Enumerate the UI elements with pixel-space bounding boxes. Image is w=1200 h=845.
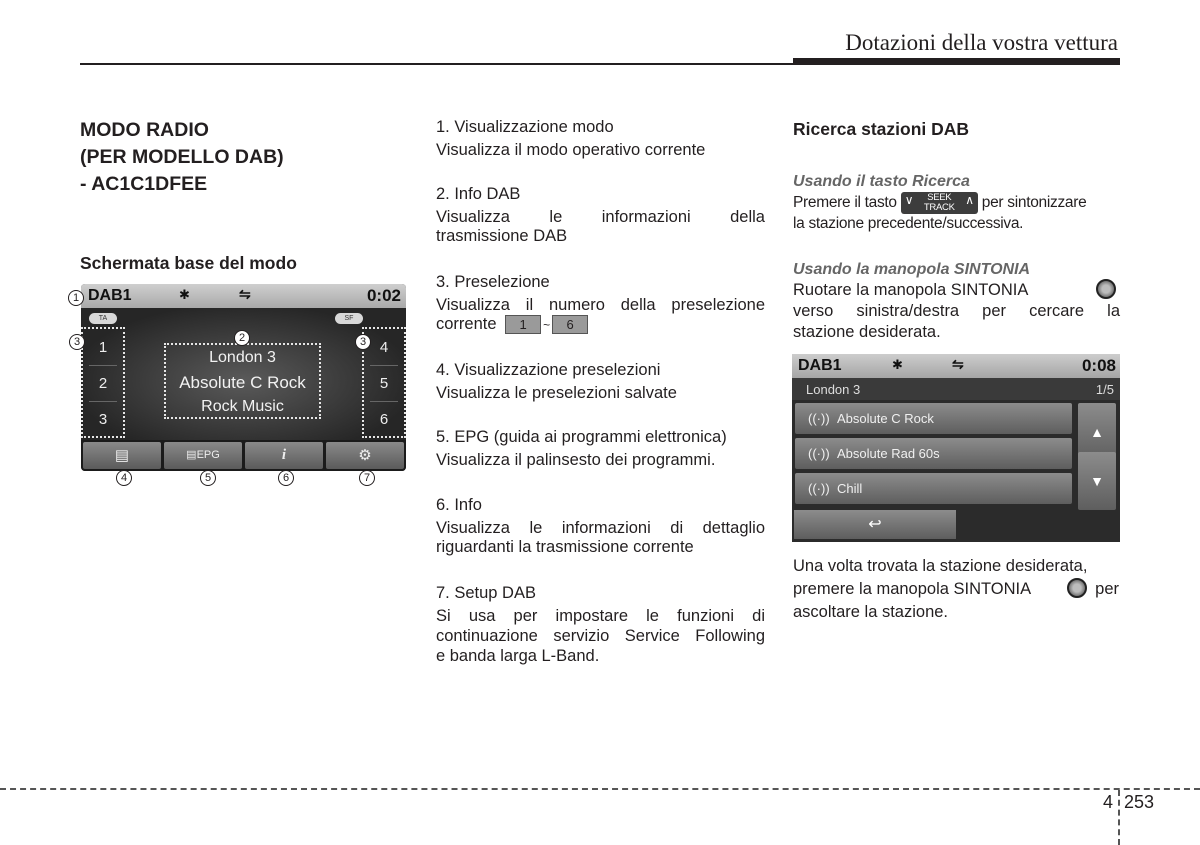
antenna-icon: ((·)) bbox=[808, 481, 830, 496]
preset-list-button[interactable] bbox=[83, 442, 161, 469]
callout-3-right: 3 bbox=[355, 334, 371, 350]
desc-item-text: continuazione servizio Service Following bbox=[436, 627, 765, 645]
desc-item-text: Visualizza le informazioni di dettaglio bbox=[436, 519, 765, 537]
confirm-text: ascoltare la stazione. bbox=[793, 603, 949, 621]
preset-divider bbox=[370, 401, 398, 402]
antenna-icon: ((·)) bbox=[808, 411, 830, 426]
desc-item-title: 3. Preselezione bbox=[436, 273, 550, 291]
chevron-up-icon: ∧ bbox=[965, 193, 974, 207]
bluetooth-icon: ✱ bbox=[892, 357, 903, 372]
section-heading-line-2: (PER MODELLO DAB) bbox=[80, 146, 284, 168]
tune-line-1 bbox=[793, 280, 1120, 301]
desc-item-text-row bbox=[436, 314, 765, 336]
epg-button[interactable] bbox=[164, 442, 242, 469]
desc-item-1 bbox=[436, 117, 765, 161]
desc-item-6 bbox=[436, 495, 765, 558]
tune-subheading: Usando la manopola SINTONIA bbox=[793, 261, 1031, 278]
track-label: TRACK bbox=[923, 202, 955, 213]
triangle-up-icon: ▲ bbox=[1090, 424, 1104, 440]
preset-divider bbox=[89, 401, 117, 402]
desc-item-title: 5. EPG (guida ai programmi elettronica) bbox=[436, 428, 727, 446]
section-heading bbox=[80, 117, 284, 198]
confirm-text: per bbox=[1095, 580, 1119, 598]
station-name: Absolute C Rock bbox=[179, 373, 306, 392]
epg-label: EPG bbox=[196, 449, 220, 461]
chevron-down-icon: ∨ bbox=[904, 193, 914, 207]
station-list-item[interactable] bbox=[795, 403, 1072, 434]
preset-divider bbox=[370, 365, 398, 366]
tune-knob-icon bbox=[1096, 279, 1116, 299]
header-rule-thin bbox=[80, 63, 794, 65]
seek-text-before: Premere il tasto bbox=[793, 194, 897, 212]
preset-button-1[interactable]: 1 bbox=[98, 339, 108, 356]
preset-button-6[interactable]: 6 bbox=[379, 411, 389, 428]
footer-vertical-rule bbox=[1118, 790, 1120, 845]
bluetooth-icon: ✱ bbox=[179, 287, 190, 302]
preset-list-left bbox=[81, 327, 125, 438]
desc-item-text: Visualizza le informazioni della bbox=[436, 208, 765, 226]
dab-info-box bbox=[164, 343, 321, 419]
desc-item-text: Visualizza il palinsesto dei programmi. bbox=[436, 451, 716, 469]
callout-5: 5 bbox=[200, 470, 216, 486]
desc-item-4 bbox=[436, 360, 765, 404]
section-heading-line-3: - AC1C1DFEE bbox=[80, 173, 208, 195]
screen-status-bar bbox=[792, 354, 1120, 378]
search-heading: Ricerca stazioni DAB bbox=[793, 119, 970, 139]
preset-divider bbox=[89, 365, 117, 366]
radio-icon: ▤ bbox=[186, 449, 197, 461]
desc-item-5 bbox=[436, 427, 765, 471]
station-list-item[interactable] bbox=[795, 473, 1072, 504]
clock-time: 0:02 bbox=[366, 286, 401, 305]
section-heading-line-1: MODO RADIO bbox=[80, 119, 209, 141]
seek-track-button bbox=[901, 192, 978, 214]
desc-item-text: Visualizza le preselezioni salvate bbox=[436, 384, 677, 402]
desc-item-text: Visualizza il modo operativo corrente bbox=[436, 141, 706, 159]
station-name: Absolute Rad 60s bbox=[837, 446, 940, 461]
screen-main-area bbox=[81, 308, 406, 440]
confirm-paragraph bbox=[793, 556, 1120, 623]
callout-4: 4 bbox=[116, 470, 132, 486]
running-header-title: Dotazioni della vostra vettura bbox=[845, 30, 1118, 55]
setup-button[interactable] bbox=[326, 442, 404, 469]
station-list-item[interactable] bbox=[795, 438, 1072, 469]
preset-button-3[interactable]: 3 bbox=[98, 411, 108, 428]
desc-item-3 bbox=[436, 272, 765, 336]
screen-status-bar bbox=[81, 284, 406, 308]
preset-button-4[interactable]: 4 bbox=[379, 339, 389, 356]
usb-icon: ⇋ bbox=[952, 356, 964, 372]
ta-indicator: TA bbox=[89, 313, 117, 324]
station-name: Absolute C Rock bbox=[837, 411, 934, 426]
desc-item-title: 1. Visualizzazione modo bbox=[436, 118, 614, 136]
tune-text: stazione desiderata. bbox=[793, 323, 941, 341]
seek-paragraph bbox=[793, 192, 1120, 234]
ensemble-name: London 3 bbox=[806, 382, 861, 397]
desc-item-text: Si usa per impostare le funzioni di bbox=[436, 607, 765, 625]
preset-button-5[interactable]: 5 bbox=[379, 375, 389, 392]
tune-text: verso sinistra/destra per cercare la bbox=[793, 302, 1120, 320]
preset-button-2[interactable]: 2 bbox=[98, 375, 108, 392]
callout-7: 7 bbox=[359, 470, 375, 486]
back-arrow-icon: ↩ bbox=[868, 516, 882, 533]
usb-icon: ⇋ bbox=[239, 286, 251, 302]
info-button[interactable] bbox=[245, 442, 323, 469]
desc-item-text: corrente bbox=[436, 315, 497, 333]
callout-6: 6 bbox=[278, 470, 294, 486]
page-indicator: 1/5 bbox=[1095, 382, 1114, 397]
seek-line-2: la stazione precedente/successiva. bbox=[793, 215, 1024, 232]
desc-item-text: Visualizza il numero della preselezione bbox=[436, 296, 765, 314]
clock-time: 0:08 bbox=[1081, 356, 1116, 375]
desc-item-text: riguardanti la trasmissione corrente bbox=[436, 538, 694, 556]
callout-1: 1 bbox=[68, 290, 84, 306]
seek-label: SEEK bbox=[927, 192, 952, 203]
desc-item-title: 6. Info bbox=[436, 496, 482, 514]
header-rule-thick bbox=[793, 58, 1120, 65]
confirm-text: Una volta trovata la stazione desiderata, bbox=[793, 557, 1088, 575]
desc-item-title: 7. Setup DAB bbox=[436, 584, 536, 602]
preset-number-box: 1 bbox=[505, 315, 541, 334]
desc-item-7 bbox=[436, 583, 765, 667]
tune-paragraph bbox=[793, 280, 1120, 343]
mode-label: DAB1 bbox=[798, 357, 842, 374]
tune-knob-icon bbox=[1067, 578, 1087, 598]
scroll-down-button[interactable] bbox=[1078, 452, 1116, 510]
desc-item-2 bbox=[436, 184, 765, 247]
mode-label: DAB1 bbox=[88, 287, 132, 304]
footer-dashed-rule bbox=[0, 788, 1200, 790]
desc-item-text: e banda larga L-Band. bbox=[436, 647, 600, 665]
dab-station-list-screen bbox=[792, 354, 1120, 542]
ensemble-name: London 3 bbox=[209, 349, 276, 366]
station-name: Chill bbox=[837, 481, 863, 496]
antenna-icon: ((·)) bbox=[808, 446, 830, 461]
tune-text: Ruotare la manopola SINTONIA bbox=[793, 281, 1029, 299]
desc-item-title: 2. Info DAB bbox=[436, 185, 521, 203]
callout-3-left: 3 bbox=[69, 334, 85, 350]
info-icon: i bbox=[281, 447, 287, 463]
seek-line-1 bbox=[793, 192, 1120, 214]
confirm-text: premere la manopola SINTONIA bbox=[793, 580, 1032, 598]
section-number: 4 bbox=[1103, 792, 1114, 812]
seek-subheading: Usando il tasto Ricerca bbox=[793, 173, 970, 190]
confirm-line-2 bbox=[793, 579, 1120, 600]
callout-2: 2 bbox=[234, 330, 250, 346]
program-type: Rock Music bbox=[201, 398, 284, 415]
ensemble-bar bbox=[792, 378, 1120, 400]
triangle-down-icon: ▼ bbox=[1090, 473, 1104, 489]
sf-indicator: SF bbox=[335, 313, 363, 324]
dab-base-screen bbox=[81, 284, 406, 471]
seek-text-after: per sintonizzare bbox=[981, 194, 1087, 212]
tilde: ~ bbox=[543, 318, 551, 332]
desc-item-title: 4. Visualizzazione preselezioni bbox=[436, 361, 661, 379]
back-button[interactable] bbox=[794, 510, 956, 539]
page-number: 253 bbox=[1124, 792, 1155, 812]
screen-subheading: Schermata base del modo bbox=[80, 253, 297, 273]
screen-button-bar bbox=[81, 440, 406, 471]
gear-icon: ⚙ bbox=[358, 447, 372, 464]
preset-number-box: 6 bbox=[552, 315, 588, 334]
radio-icon: ▤ bbox=[114, 447, 130, 464]
desc-item-text: trasmissione DAB bbox=[436, 227, 568, 245]
